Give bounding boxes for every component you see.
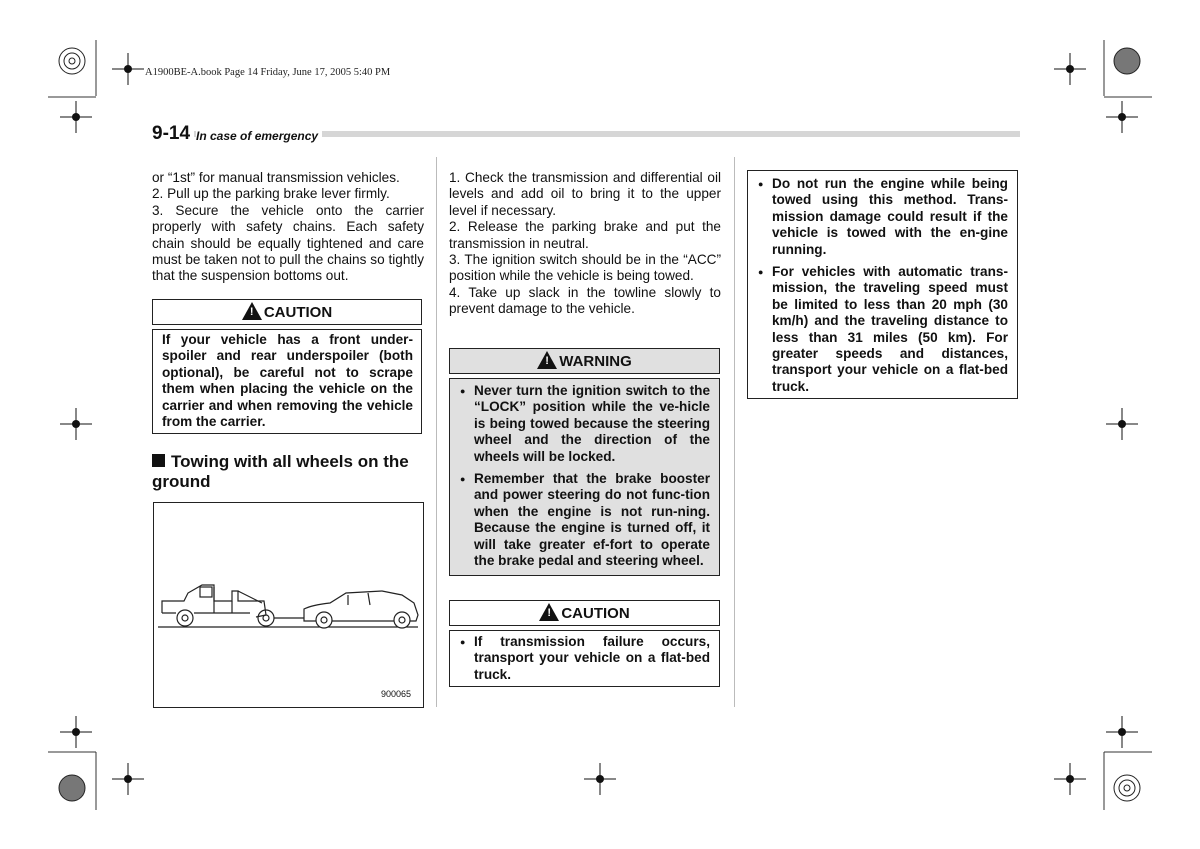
warning-triangle-icon [242, 302, 262, 320]
figure-code: 900065 [380, 689, 411, 699]
caution-title-box [152, 299, 422, 325]
caution-label: CAUTION [263, 304, 333, 321]
caution-text: If your vehicle has a front under-spoiler and rear underspoiler (both optional), be careful not to scrape them when placing the vehicle on the carrier and when removing the vehicle from the carrier. [162, 332, 413, 430]
paragraph: or “1st” for manual transmission vehicles. [152, 170, 400, 185]
square-bullet-icon [152, 454, 165, 467]
caution-continued-box [747, 170, 1018, 399]
caution-body-box [449, 630, 720, 687]
towing-figure [153, 502, 424, 708]
warning-title-box [449, 348, 720, 374]
caution-body-box [152, 329, 422, 434]
page-number: 9-14 [152, 123, 194, 145]
paragraph: 1. Check the transmission and differential oil levels and add oil to bring it to the upper level if necessary. [449, 170, 721, 218]
paragraph: 3. The ignition switch should be in the “ACC” position while the vehicle is being towed. [449, 252, 721, 284]
warning-triangle-icon [539, 603, 559, 621]
heading-text: Towing with all wheels on the ground [152, 452, 409, 491]
warning-label: WARNING [559, 353, 632, 370]
column-1-text [152, 170, 424, 285]
paragraph: 2. Release the parking brake and put the transmission in neutral. [449, 219, 721, 251]
warning-body-box [449, 378, 720, 576]
paragraph: 3. Secure the vehicle onto the carrier properly with safety chains. Each safety chain should be equally tightened and care must be taken not to pull the chains so tightly that the suspension bottoms out. [152, 202, 424, 284]
section-title: In case of emergency [196, 129, 322, 143]
tow-truck-illustration [154, 503, 423, 707]
caution-label: CAUTION [561, 605, 630, 622]
paragraph: 2. Pull up the parking brake lever firmly. [152, 186, 390, 202]
section-heading [152, 452, 427, 492]
list-item: ● Never turn the ignition switch to the “LOCK” position while the ve-hicle is being towed because the steering wheel and the direction of the wheels will be locked. [458, 383, 710, 465]
column-divider [734, 157, 735, 707]
list-item: ● If transmission failure occurs, transport your vehicle on a flat-bed truck. [458, 634, 710, 683]
list-item: ● Do not run the engine while being towed using this method. Trans-mission damage could result if the vehicle is towed with the en-gine running. [756, 176, 1008, 258]
paragraph: 4. Take up slack in the towline slowly to prevent damage to the vehicle. [449, 284, 721, 317]
column-2-text [449, 170, 721, 318]
warning-triangle-icon [537, 351, 557, 369]
column-divider [436, 157, 437, 707]
list-item: ● Remember that the brake booster and power steering do not func-tion when the engine is not run-ning. Because the engine is turned off, it will take greater ef-fort to operate the brake pedal and steering wheel. [458, 471, 710, 569]
file-info: A1900BE-A.book Page 14 Friday, June 17, 2005 5:40 PM [145, 67, 391, 78]
list-item: ● For vehicles with automatic trans-mission, the traveling speed must be limited to less than 20 mph (30 km/h) and the traveling distance to less than 31 miles (50 km). For greater speeds and distances, transport your vehicle on a flat-bed truck. [756, 264, 1008, 395]
caution-title-box [449, 600, 720, 626]
